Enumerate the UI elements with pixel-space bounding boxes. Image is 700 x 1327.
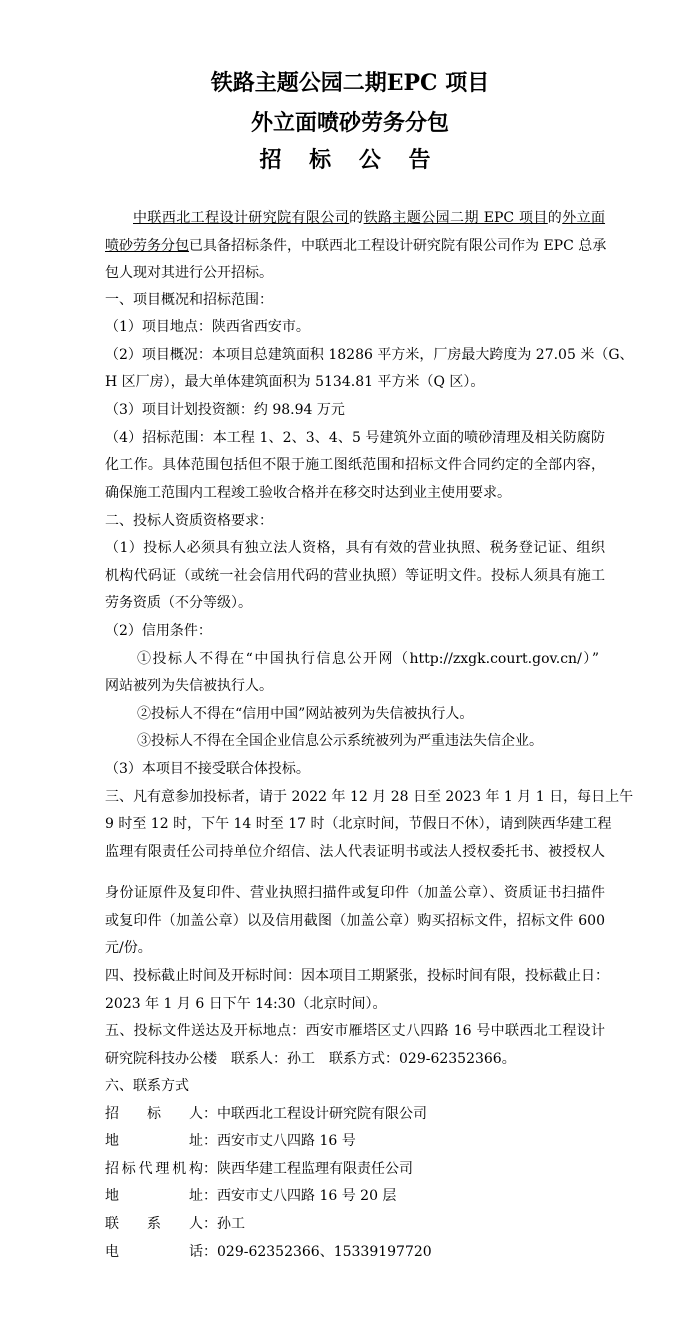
- section-1-item-4-line-1: （4）招标范围：本工程 1、2、3、4、5 号建筑外立面的喷砂清理及相关防腐防: [105, 430, 605, 446]
- intro-de: 的: [547, 210, 563, 226]
- contact-row-agency: [105, 1159, 605, 1179]
- section-3-line-1: 三、凡有意参加投标者，请于 2022 年 12 月 28 日至 2023 年 1 月 1 日，每日上午: [105, 789, 634, 805]
- document-title-line-3: 招 标 公 告: [259, 147, 441, 173]
- contact-label: 地址: [105, 1133, 203, 1149]
- document-title-line-2: 外立面喷砂劳务分包: [250, 110, 449, 136]
- contact-value: ：029-62352366、15339197720: [203, 1244, 432, 1260]
- intro-line-3: 包人现对其进行公开招标。: [105, 265, 273, 281]
- section-4-line-1: 四、投标截止时间及开标时间：因本项目工期紧张，投标时间有限，投标截止日：: [105, 968, 609, 984]
- section-3-line-3: 监理有限责任公司持单位介绍信、法人代表证明书或法人授权委托书、被授权人: [105, 844, 605, 860]
- contact-label: 电话: [105, 1244, 203, 1260]
- section-2-item-1-line-1: （1）投标人必须具有独立法人资格，具有有效的营业执照、税务登记证、组织: [105, 540, 605, 556]
- section-5-line-1: 五、投标文件送达及开标地点：西安市雁塔区丈八四路 16 号中联西北工程设计: [105, 1023, 605, 1039]
- contact-label: 联系人: [105, 1216, 203, 1232]
- section-4-line-2: 2023 年 1 月 6 日下午 14:30（北京时间）。: [105, 996, 387, 1012]
- intro-de: 的: [349, 210, 364, 226]
- section-2-heading: 二、投标人资质资格要求：: [105, 513, 273, 529]
- contact-value: ：孙工: [203, 1216, 245, 1232]
- contact-value: ：中联西北工程设计研究院有限公司: [203, 1106, 427, 1122]
- contact-row-agency-address: [105, 1186, 605, 1206]
- section-3-line-6: 元/份。: [105, 940, 152, 956]
- contact-row-tenderer: [105, 1104, 605, 1124]
- intro-line-1: [133, 208, 605, 228]
- section-1-item-2-line-2: H 区厂房），最大单体建筑面积为 5134.81 平方米（Q 区）。: [105, 374, 485, 390]
- section-1-heading: 一、项目概况和招标范围：: [105, 292, 273, 308]
- section-2-item-1-line-2: 机构代码证（或统一社会信用代码的营业执照）等证明文件。投标人须具有施工: [105, 568, 605, 584]
- contact-row-person: [105, 1214, 605, 1234]
- intro-scope: 喷砂劳务分包: [105, 238, 189, 254]
- section-2-item-3: （3）本项目不接受联合体投标。: [105, 761, 310, 777]
- intro-scope: 外立面: [562, 210, 606, 226]
- document-title-line-1: 铁路主题公园二期EPC 项目: [210, 70, 490, 96]
- contact-row-phone: [105, 1242, 605, 1262]
- intro-company: 中联西北工程设计研究院有限公司: [133, 210, 350, 226]
- section-1-item-3: （3）项目计划投资额：约 98.94 万元: [105, 402, 345, 418]
- section-2-item-1-line-3: 劳务资质（不分等级）。: [105, 595, 252, 611]
- credit-condition-1-line-2: 网站被列为失信被执行人。: [105, 678, 273, 694]
- contact-label: 招标代理机构: [105, 1161, 203, 1177]
- section-3-line-2: 9 时至 12 时，下午 14 时至 17 时（北京时间，节假日不休），请到陕西华建工程: [105, 816, 612, 832]
- contact-value: ：西安市丈八四路 16 号: [203, 1133, 356, 1149]
- contact-value: ：陕西华建工程监理有限责任公司: [203, 1161, 413, 1177]
- section-3-line-5: 或复印件（加盖公章）以及信用截图（加盖公章）购买招标文件，招标文件 600: [105, 913, 605, 929]
- credit-condition-3: ③投标人不得在全国企业信息公示系统被列为严重违法失信企业。: [137, 733, 543, 749]
- contact-value: ：西安市丈八四路 16 号 20 层: [203, 1188, 397, 1204]
- section-1-item-4-line-3: 确保施工范围内工程竣工验收合格并在移交时达到业主使用要求。: [105, 485, 511, 501]
- contact-label: 地址: [105, 1188, 203, 1204]
- credit-condition-1-line-1: ①投标人不得在“中国执行信息公开网（http://zxgk.court.gov.cn/）”: [137, 651, 599, 667]
- section-6-heading: 六、联系方式: [105, 1078, 189, 1094]
- contact-row-address: [105, 1131, 605, 1151]
- intro-line-2: [105, 236, 605, 256]
- section-2-item-2: （2）信用条件：: [105, 623, 212, 639]
- intro-text: 已具备招标条件，中联西北工程设计研究院有限公司作为 EPC 总承: [189, 238, 607, 254]
- intro-project: 铁路主题公园二期 EPC 项目: [363, 210, 548, 226]
- contact-label: 招标人: [105, 1106, 203, 1122]
- section-1-item-4-line-2: 化工作。具体范围包括但不限于施工图纸范围和招标文件合同约定的全部内容，: [105, 457, 605, 473]
- section-1-item-1: （1）项目地点：陕西省西安市。: [105, 319, 310, 335]
- section-3-line-4: 身份证原件及复印件、营业执照扫描件或复印件（加盖公章）、资质证书扫描件: [105, 885, 605, 901]
- credit-condition-2: ②投标人不得在“信用中国”网站被列为失信被执行人。: [137, 706, 474, 722]
- section-5-line-2: 研究院科技办公楼 联系人：孙工 联系方式：029-62352366。: [105, 1051, 516, 1067]
- section-1-item-2-line-1: （2）项目概况：本项目总建筑面积 18286 平方米，厂房最大跨度为 27.05 米（G、: [105, 347, 634, 363]
